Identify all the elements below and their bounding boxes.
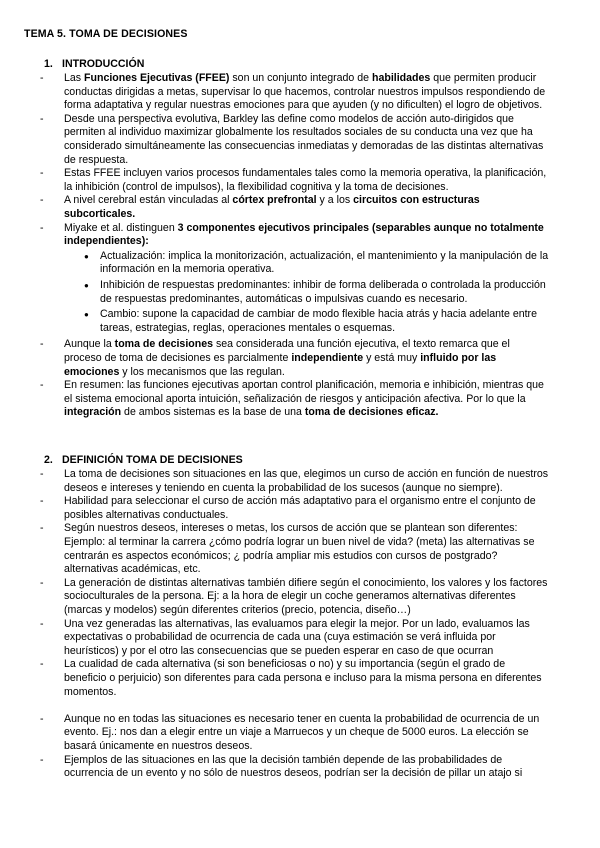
- text-run: de respuesta.: [64, 153, 129, 166]
- text-line: [64, 536, 578, 550]
- bold-text: 3 componentes ejecutivos principales (separables aunque no totalmente: [177, 221, 544, 234]
- text-run: momentos.: [64, 685, 117, 698]
- text-line: [64, 686, 578, 700]
- text-run: Estas FFEE incluyen varios procesos fundamentales tales como la memoria operativa, la planificación,: [64, 167, 547, 180]
- bold-text: independientes):: [64, 235, 149, 248]
- list-item-text: [64, 379, 578, 420]
- text-run: proceso de toma de decisiones es parcialmente: [64, 351, 292, 364]
- list-item-text: [64, 577, 578, 618]
- text-run: de ambos sistemas es la base de una: [121, 406, 305, 419]
- text-run: Ejemplos de las situaciones en las que la decisión también depende de las probabilidades de: [64, 753, 503, 766]
- list-item-text: [64, 522, 578, 576]
- text-run: forma adaptativa y regular nuestras emociones para que ayuden (y no dificulten) el logro de objetivos.: [64, 99, 543, 112]
- list-item-text: [64, 167, 578, 194]
- text-run: ocurrencia de un evento y no sólo de nuestros deseos, podrían ser la decisión de pillar un atajo si: [64, 767, 523, 780]
- text-line: [64, 86, 578, 100]
- text-run: Inhibición de respuestas predominantes: inhibir de forma deliberada o controlada la producción: [100, 279, 546, 291]
- text-run: sea considerada una función ejecutiva, el texto remarca que el: [213, 338, 510, 351]
- text-line: [64, 366, 578, 380]
- text-run: Actualización: implica la monitorización, actualización, el mantenimiento y la manipulación de la: [100, 249, 549, 262]
- text-run: evento. Ej.: nos dan a elegir entre un viaje a Marruecos y un cheque de 5000 euros. La elección se: [64, 726, 529, 739]
- section-heading-text: DEFINICIÓN TOMA DE DECISIONES: [62, 454, 243, 466]
- text-line: [64, 658, 578, 672]
- text-run: permiten al individuo maximizar globalmente los resultados sociales de su conducta una vez que ha: [64, 126, 533, 139]
- text-run: Las: [64, 72, 85, 84]
- text-line: [64, 618, 578, 632]
- text-line: [64, 509, 578, 523]
- dash-bullet: -: [40, 658, 44, 671]
- bold-text: toma de decisiones: [114, 338, 213, 351]
- dash-bullet: -: [40, 617, 44, 630]
- text-line: [64, 468, 578, 482]
- text-line: [64, 482, 578, 496]
- text-run: La generación de distintas alternativas también difiere según el conocimiento, los valores y los factores: [64, 576, 548, 589]
- sub-list-item-text: [100, 308, 537, 335]
- text-line: [64, 604, 578, 618]
- sub-list-item-text: [100, 279, 546, 306]
- text-run: son un conjunto integrado de: [229, 72, 372, 84]
- text-line: [100, 263, 548, 277]
- text-line: [64, 577, 578, 591]
- text-run: alternativas académicas, etc.: [64, 563, 201, 576]
- text-run: Miyake et al. distinguen: [64, 221, 178, 234]
- list-item-text: [64, 495, 578, 522]
- text-line: [64, 338, 578, 352]
- sub-list-item-text: [100, 250, 548, 277]
- bold-text: Funciones Ejecutivas (FFEE): [84, 72, 230, 84]
- list-item-text: [64, 468, 578, 495]
- section-heading: [44, 58, 144, 70]
- text-line: [64, 113, 578, 127]
- text-run: información en la memoria operativa.: [100, 263, 275, 276]
- dash-bullet: -: [40, 221, 44, 234]
- text-line: [64, 352, 578, 366]
- list-item-text: [64, 713, 578, 754]
- text-run: el sistema emocional aporta intuición, señalización de riesgos y anticipación afectiva. Por lo que la: [64, 392, 526, 405]
- text-line: [64, 672, 578, 686]
- text-run: y a los: [316, 194, 354, 207]
- text-run: Una vez generadas las alternativas, las evaluamos para elegir la mejor. Por un lado, evaluamos las: [64, 617, 530, 630]
- text-line: [64, 222, 578, 236]
- dash-bullet: -: [40, 712, 44, 725]
- bold-text: influido por las: [420, 351, 497, 364]
- text-line: [64, 550, 578, 564]
- list-item-text: [64, 72, 578, 113]
- list-item-text: [64, 754, 578, 781]
- text-line: [64, 393, 578, 407]
- document-title: TEMA 5. TOMA DE DECISIONES: [24, 28, 188, 40]
- text-run: beneficio o perjuicio) son diferentes para cada persona e incluso para la misma persona en diferentes: [64, 671, 542, 684]
- text-run: A nivel cerebral están vinculadas al: [64, 194, 233, 207]
- text-line: [64, 140, 578, 154]
- text-line: [64, 590, 578, 604]
- text-run: la inhibición (control de impulsos), la flexibilidad cognitiva y la toma de decisiones.: [64, 180, 449, 193]
- bold-text: habilidades: [371, 72, 431, 84]
- text-line: [64, 754, 578, 768]
- text-line: [64, 740, 578, 754]
- text-line: [64, 406, 578, 420]
- text-line: [64, 167, 578, 181]
- dot-bullet-icon: ●: [84, 281, 89, 290]
- text-run: Aunque la: [64, 338, 115, 351]
- text-run: deseos e intereses y teniendo en cuenta la probabilidad de los sucesos (aunque no siempre).: [64, 481, 503, 494]
- text-run: considerado simultáneamente las consecuencias inmediatas y demoradas de las distintas alternativas: [64, 139, 544, 152]
- text-line: [100, 308, 537, 322]
- dot-bullet-icon: ●: [84, 310, 89, 320]
- bold-text: córtex prefrontal: [232, 194, 317, 207]
- dot-bullet-icon: ●: [84, 251, 89, 261]
- text-run: que permiten producir: [430, 72, 537, 84]
- text-line: [64, 126, 578, 140]
- text-line: [64, 235, 578, 249]
- bold-text: emociones: [64, 365, 120, 378]
- dash-bullet: -: [40, 167, 44, 180]
- list-item-text: [64, 338, 578, 379]
- text-line: [100, 322, 537, 336]
- text-run: posibles alternativas conductuales.: [64, 508, 229, 521]
- section-number: 2.: [44, 454, 53, 466]
- text-line: [64, 208, 578, 222]
- text-line: [100, 293, 546, 307]
- text-line: [64, 767, 578, 781]
- bold-text: integración: [64, 406, 122, 419]
- text-run: Desde una perspectiva evolutiva, Barkley las define como modelos de acción auto-dirigidos que: [64, 112, 514, 125]
- text-line: [64, 379, 578, 393]
- text-run: de respuestas predominantes, automáticas o impulsivas cuando es necesario.: [100, 292, 468, 305]
- text-line: [64, 631, 578, 645]
- text-line: [64, 99, 578, 113]
- text-line: [100, 250, 548, 264]
- section-number: 1.: [44, 58, 53, 70]
- text-run: Aunque no en todas las situaciones es necesario tener en cuenta la probabilidad de ocurrencia de un: [64, 712, 540, 725]
- text-run: heurísticos) y por el otro las consecuencias que se pueden esperar en caso de que ocurran: [64, 644, 494, 657]
- text-line: [64, 495, 578, 509]
- list-item-text: [64, 618, 578, 659]
- text-run: expectativas o probabilidad de ocurrencia de cada una (cuya estimación se verá influida por: [64, 631, 496, 644]
- text-line: [64, 645, 578, 659]
- text-run: Cambio: supone la capacidad de cambiar de modo flexible hacia atrás y hacia adelante entre: [100, 308, 537, 321]
- dash-bullet: -: [40, 379, 44, 392]
- bold-text: independiente: [291, 351, 364, 364]
- text-line: [64, 563, 578, 577]
- list-item-text: [64, 222, 578, 249]
- list-item-text: [64, 194, 578, 221]
- text-line: [100, 279, 546, 293]
- list-item-text: [64, 113, 578, 167]
- text-run: conductas dirigidas a metas, supervisar lo que hacemos, controlar nuestros impulsos respondiendo de: [64, 85, 546, 98]
- text-run: socioculturales de la persona. Ej: a la hora de elegir un coche generamos alternativas diferentes: [64, 590, 516, 603]
- text-run: centrarán es aspectos económicos; ¿ podría ampliar mis estudios con cursos de postgrado?: [64, 549, 498, 562]
- bold-text: circuitos con estructuras: [353, 194, 480, 207]
- text-line: [64, 522, 578, 536]
- dash-bullet: -: [40, 468, 44, 480]
- text-line: [64, 181, 578, 195]
- dash-bullet: -: [40, 194, 44, 207]
- text-run: La toma de decisiones son situaciones en las que, elegimos un curso de acción en función de nuestros: [64, 468, 549, 480]
- text-line: [64, 154, 578, 168]
- text-run: y está muy: [363, 351, 421, 364]
- dash-bullet: -: [40, 522, 44, 535]
- dash-bullet: -: [40, 753, 44, 766]
- text-run: (marcas y modelos) según diferentes criterios (precio, potencia, diseño…): [64, 603, 411, 616]
- dash-bullet: -: [40, 495, 44, 508]
- text-run: Según nuestros deseos, intereses o metas, los cursos de acción que se plantean son diferentes:: [64, 522, 518, 535]
- text-run: Habilidad para seleccionar el curso de acción más adaptativo para el organismo entre el conjunto de: [64, 495, 536, 508]
- dash-bullet: -: [40, 338, 44, 351]
- text-run: Ejemplo: al terminar la carrera ¿cómo podría lograr un buen nivel de vida? (meta) las alternativas se: [64, 535, 535, 548]
- dash-bullet: -: [40, 112, 44, 125]
- section-heading-text: INTRODUCCIÓN: [62, 58, 145, 70]
- text-line: [64, 713, 578, 727]
- bold-text: subcorticales.: [64, 207, 136, 220]
- text-line: [64, 194, 578, 208]
- dash-bullet: -: [40, 72, 44, 84]
- text-line: [64, 726, 578, 740]
- text-run: basará únicamente en nuestros deseos.: [64, 739, 253, 752]
- section-heading: [44, 454, 243, 466]
- bold-text: toma de decisiones eficaz.: [304, 406, 439, 419]
- text-run: tareas, estrategias, reglas, operaciones mentales o esquemas.: [100, 321, 396, 334]
- text-run: En resumen: las funciones ejecutivas aportan control planificación, memoria e inhibición, mientras que: [64, 379, 544, 392]
- dash-bullet: -: [40, 576, 44, 589]
- text-line: [64, 72, 578, 86]
- text-run: La cualidad de cada alternativa (si son beneficiosas o no) y su importancia (según el grado de: [64, 658, 506, 671]
- list-item-text: [64, 658, 578, 699]
- text-run: y los mecanismos que las regulan.: [119, 365, 285, 378]
